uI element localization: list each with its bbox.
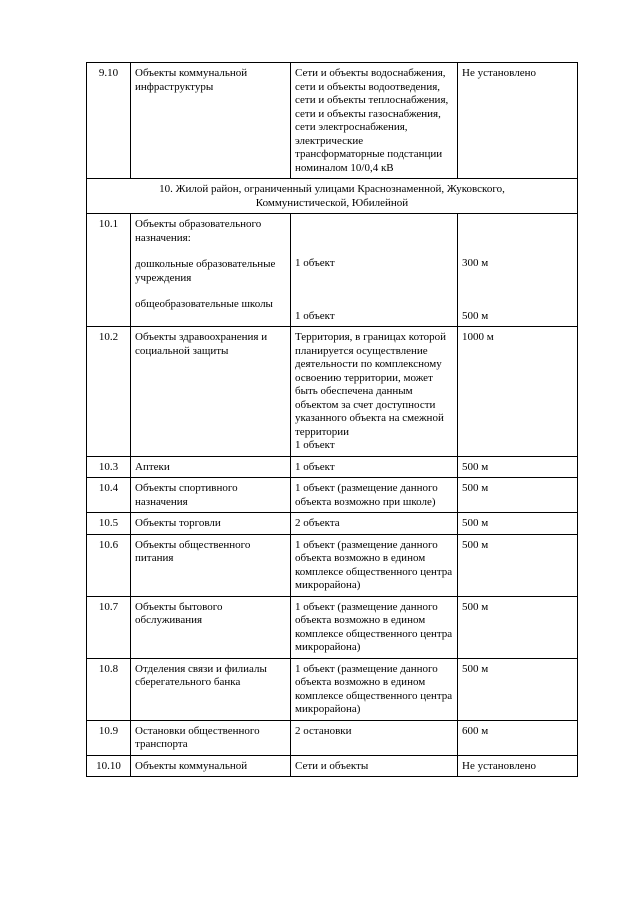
section-header-row (87, 179, 578, 214)
object-name: Объекты спортивного назначения (131, 478, 291, 513)
accessibility-distance: 500 м (458, 513, 578, 535)
accessibility-distance: 500 м (458, 478, 578, 513)
accessibility-distance (458, 214, 578, 327)
object-name: Остановки общественного транспорта (131, 720, 291, 755)
table-row (87, 327, 578, 457)
table-row (87, 534, 578, 596)
accessibility-distance: Не установлено (458, 63, 578, 179)
object-name (131, 214, 291, 327)
object-name: Объекты торговли (131, 513, 291, 535)
object-description: 2 остановки (291, 720, 458, 755)
row-number: 10.1 (87, 214, 131, 327)
sub-object-description: 1 объект (295, 309, 335, 322)
object-name: Объекты здравоохранения и социальной защиты (131, 327, 291, 457)
accessibility-distance: 1000 м (458, 327, 578, 457)
accessibility-distance: 500 м (458, 596, 578, 658)
table-row (87, 720, 578, 755)
object-description: 1 объект (291, 456, 458, 478)
accessibility-distance: 500 м (458, 658, 578, 720)
row-number: 10.4 (87, 478, 131, 513)
row-number: 10.2 (87, 327, 131, 457)
object-description: 2 объекта (291, 513, 458, 535)
accessibility-distance: Не установлено (458, 755, 578, 777)
object-description: 1 объект (размещение данного объекта возможно при школе) (291, 478, 458, 513)
standards-table (86, 62, 578, 777)
object-name: Объекты общественного питания (131, 534, 291, 596)
row-number: 10.8 (87, 658, 131, 720)
object-description: 1 объект (размещение данного объекта возможно в едином комплексе общественного центра микрорайона) (291, 596, 458, 658)
row-number: 10.6 (87, 534, 131, 596)
sub-object-distance: 300 м (462, 257, 489, 269)
object-description: Сети и объекты (291, 755, 458, 777)
accessibility-distance: 500 м (458, 456, 578, 478)
object-name: Аптеки (131, 456, 291, 478)
row-number: 10.9 (87, 720, 131, 755)
row-number: 10.3 (87, 456, 131, 478)
object-name: Объекты коммунальной (131, 755, 291, 777)
table-row (87, 63, 578, 179)
section-title: 10. Жилой район, ограниченный улицами Краснознаменной, Жуковского, Коммунистической, Юбилейной (87, 179, 578, 214)
object-name: Объекты коммунальной инфраструктуры (131, 63, 291, 179)
accessibility-distance: 600 м (458, 720, 578, 755)
object-description: 1 объект (размещение данного объекта возможно в едином комплексе общественного центра микрорайона) (291, 534, 458, 596)
sub-object-distance: 500 м (462, 309, 489, 322)
row-number: 9.10 (87, 63, 131, 179)
table-row (87, 478, 578, 513)
row-number: 10.10 (87, 755, 131, 777)
table-row (87, 214, 578, 327)
table-row (87, 658, 578, 720)
sub-object-name: общеобразовательные школы (135, 298, 273, 310)
object-name: Объекты бытового обслуживания (131, 596, 291, 658)
sub-object-description: 1 объект (295, 257, 335, 269)
table-row (87, 755, 578, 777)
table-row (87, 513, 578, 535)
row-number: 10.5 (87, 513, 131, 535)
accessibility-distance: 500 м (458, 534, 578, 596)
object-description: Территория, в границах которой планируется осуществление деятельности по комплексному освоению территории, может быть обеспечена данным объектом за счет доступности указанного объекта на смежной территории 1 объект (291, 327, 458, 457)
table-row (87, 456, 578, 478)
object-description: Сети и объекты водоснабжения, сети и объекты водоотведения, сети и объекты теплоснабжения, сети и объекты газоснабжения, сети электроснабжения, электрические трансформаторные подстанции номиналом 10/0,4 кВ (291, 63, 458, 179)
object-description: 1 объект (размещение данного объекта возможно в едином комплексе общественного центра микрорайона) (291, 658, 458, 720)
object-name: Отделения связи и филиалы сберегательного банка (131, 658, 291, 720)
table-row (87, 596, 578, 658)
object-group-title: Объекты образовательного назначения: (135, 218, 262, 244)
sub-object-name: дошкольные образовательные учреждения (135, 258, 276, 284)
object-description (291, 214, 458, 327)
row-number: 10.7 (87, 596, 131, 658)
